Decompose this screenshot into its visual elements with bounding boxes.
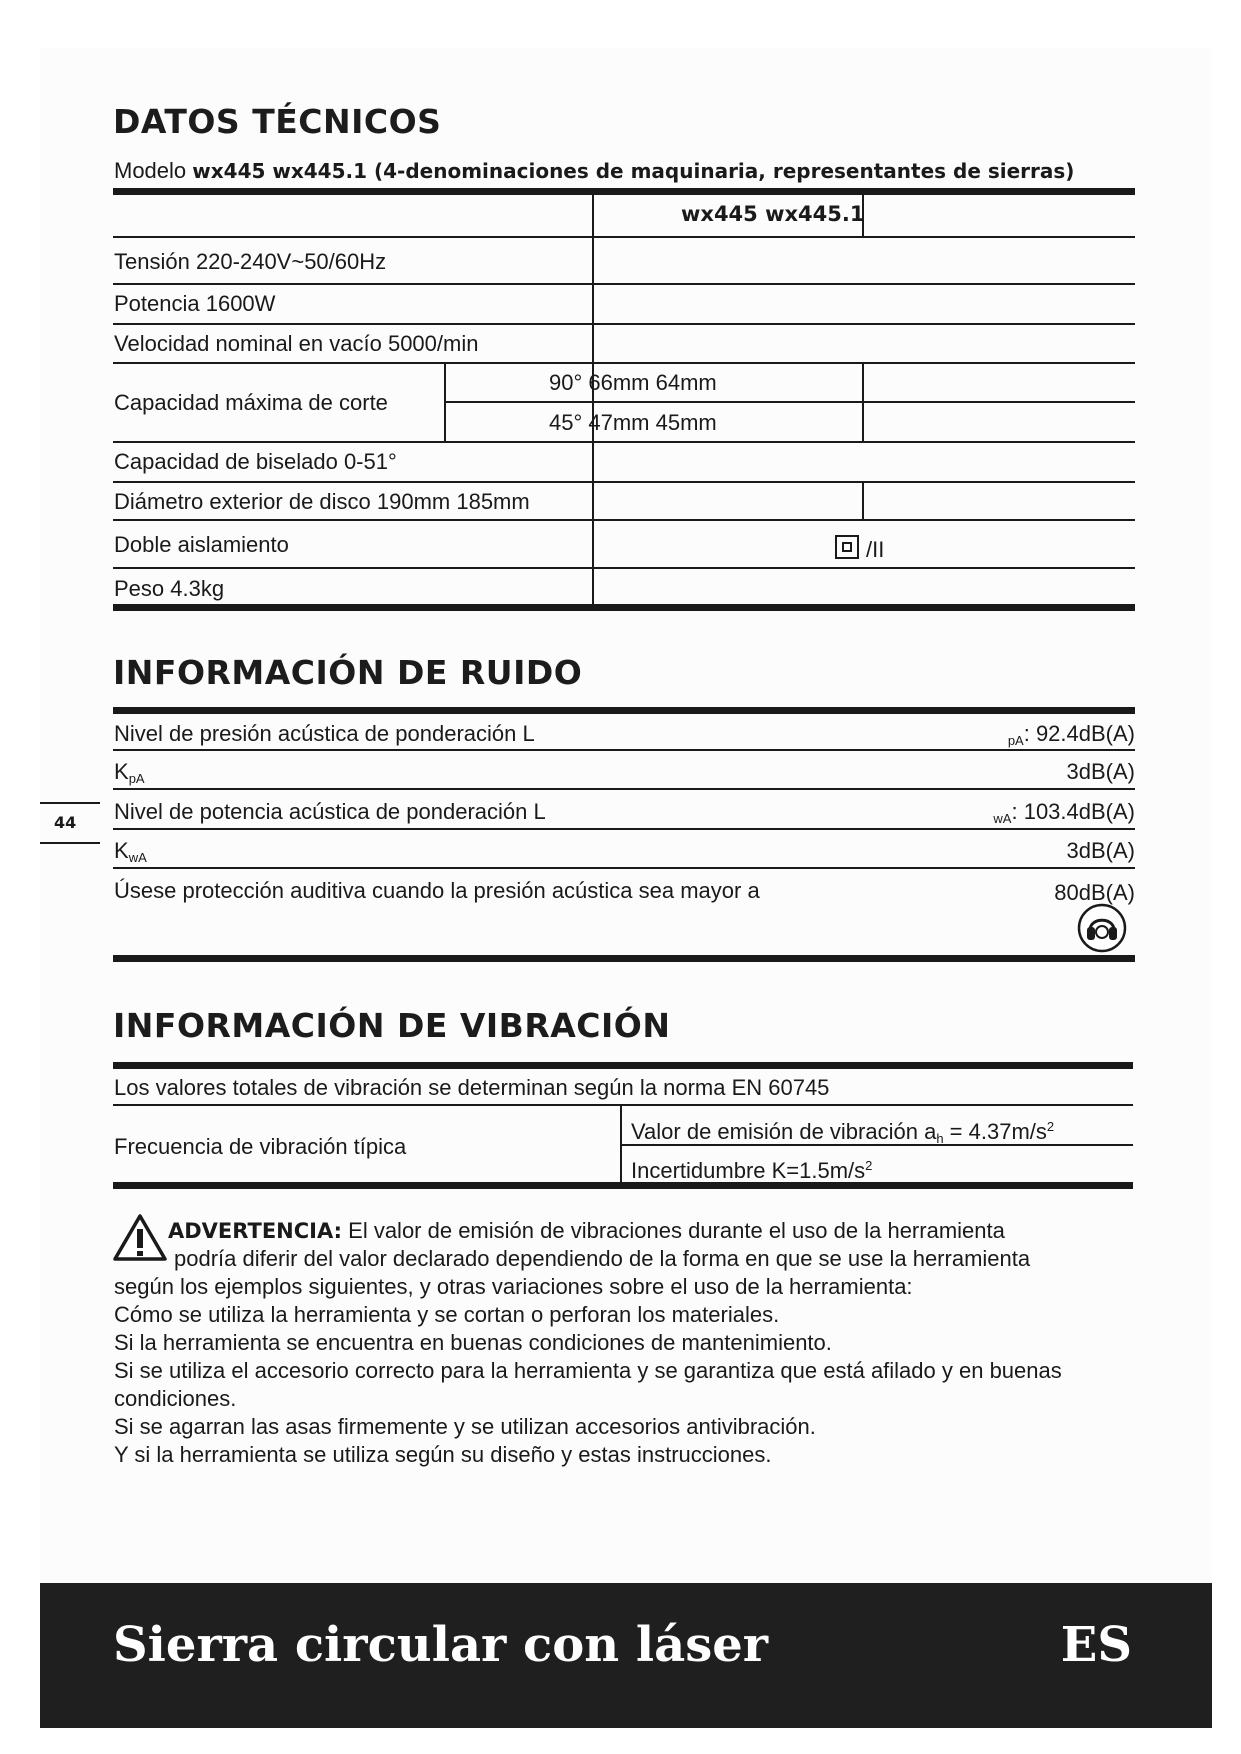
rule [113,441,1135,443]
rule [113,283,1135,285]
tech-table-top-rule [113,188,1135,195]
rule [113,323,1135,325]
col-divider [620,1106,622,1182]
protection-label: Úsese protección auditiva cuando la presión acústica sea mayor a [114,878,760,903]
uncertainty-sup: 2 [865,1158,873,1173]
page-tab-rule [40,802,100,804]
rule [113,362,1135,364]
rule [113,788,1135,790]
power-row: Potencia 1600W [114,291,276,316]
sound-power-label: Nivel de potencia acústica de ponderación L [114,799,546,824]
warning-label: ADVERTENCIA: [168,1219,343,1243]
warning-line-4: Cómo se utiliza la herramienta y se cortan o perforan los materiales. [114,1302,780,1327]
col-divider [444,362,446,441]
rule [113,519,1135,521]
page-tab-rule [40,842,100,844]
rule [444,401,1135,403]
uncertainty-label: Incertidumbre K=1.5m/s [631,1158,866,1183]
kwa-label [114,838,147,871]
col-divider [862,362,864,441]
vibration-title: INFORMACIÓN DE VIBRACIÓN [113,1006,671,1045]
emission-row [631,1114,1054,1152]
uncertainty-row [631,1153,872,1184]
warning-line-5: Si la herramienta se encuentra en buenas condiciones de mantenimiento. [114,1330,832,1355]
emission-sub: h [936,1131,944,1146]
power-sub: wA [993,811,1012,826]
emission-number: = 4.37m/s [943,1119,1047,1144]
model-value: wx445 wx445.1 (4-denominaciones de maquinaria, representantes de sierras) [192,159,1075,183]
tech-title: DATOS TÉCNICOS [113,102,442,141]
warning-line-1 [168,1217,1198,1246]
pressure-value [1008,721,1135,754]
cut-90-row: 90° 66mm 64mm [549,370,717,395]
kwa-sub: wA [128,850,147,865]
warning-text-1: El valor de emisión de vibraciones durante el uso de la herramienta [342,1218,1005,1243]
footer-title: Sierra circular con láser [113,1617,769,1673]
kpa-k: K [114,759,129,784]
weight-row: Peso 4.3kg [114,576,225,601]
bevel-row: Capacidad de biselado 0-51° [114,449,397,474]
rule [113,481,1135,483]
col-divider [592,195,594,604]
pressure-sub: pA [1007,733,1024,748]
model-prefix: Modelo [114,158,193,183]
cut-45-row: 45° 47mm 45mm [549,410,717,435]
warning-line-8: Si se agarran las asas firmemente y se utilizan accesorios antivibración. [114,1414,816,1439]
page-number: 44 [54,813,77,832]
insulation-label: Doble aislamiento [114,532,289,557]
warning-line-3: según los ejemplos siguientes, y otras variaciones sobre el uso de la herramienta: [114,1274,913,1299]
kpa-sub: pA [128,771,145,786]
pressure-number: : 92.4dB(A) [1023,721,1135,746]
cut-capacity-label: Capacidad máxima de corte [114,390,388,415]
emission-sup: 2 [1046,1119,1055,1134]
kwa-k: K [114,838,129,863]
warning-line-6: Si se utiliza el accesorio correcto para la herramienta y se garantiza que está afilado y en buenas [114,1358,1062,1383]
sound-power-value [993,799,1135,832]
speed-row: Velocidad nominal en vacío 5000/min [114,331,479,356]
rule [113,749,1135,751]
noise-bottom-rule [113,955,1135,962]
double-insulation-icon [835,535,859,559]
vibration-intro: Los valores totales de vibración se determinan según la norma EN 60745 [114,1075,830,1100]
kpa-value: 3dB(A) [1066,759,1135,784]
ear-protection-icon [1077,903,1127,953]
frequency-label: Frecuencia de vibración típica [114,1134,407,1159]
kpa-label [114,759,145,792]
vibration-bottom-rule [113,1182,1133,1189]
warning-line-2: podría diferir del valor declarado dependiendo de la forma en que se use la herramienta [174,1246,1031,1271]
vibration-top-rule [113,1062,1133,1069]
rule [113,567,1135,569]
pressure-label: Nivel de presión acústica de ponderación L [114,721,535,746]
rule [113,828,1135,830]
col-divider [862,481,864,519]
rule [113,867,1135,869]
warning-icon [112,1213,168,1263]
warning-line-7: condiciones. [114,1386,237,1411]
warning-line-9: Y si la herramienta se utiliza según su diseño y estas instrucciones. [114,1442,772,1467]
kwa-value: 3dB(A) [1066,838,1135,863]
disc-row: Diámetro exterior de disco 190mm 185mm [114,489,530,514]
insulation-value: /II [866,537,885,562]
protection-value: 80dB(A) [1054,880,1135,905]
rule [113,1104,1133,1106]
power-number: : 103.4dB(A) [1011,799,1135,824]
rule [113,236,1135,238]
emission-label: Valor de emisión de vibración a [631,1119,937,1144]
header-models: wx445 wx445.1 [681,202,865,226]
footer-language: ES [1060,1617,1132,1673]
noise-top-rule [113,707,1135,714]
voltage-row: Tensión 220-240V~50/60Hz [114,249,387,274]
tech-table-bottom-rule [113,604,1135,611]
model-line [114,158,1074,184]
noise-title: INFORMACIÓN DE RUIDO [113,653,583,692]
